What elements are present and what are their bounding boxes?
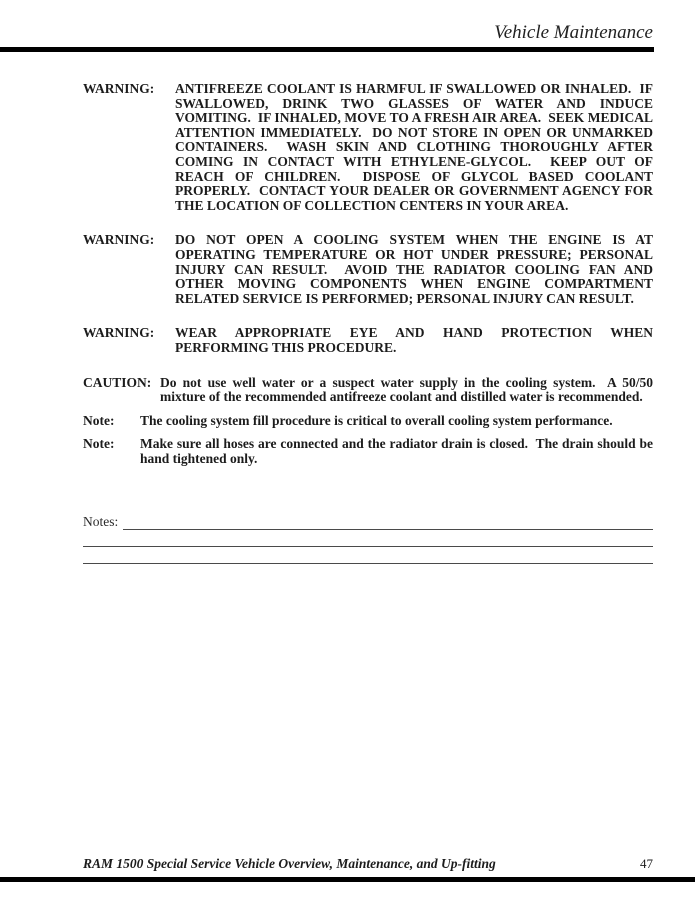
- caution-text: Do not use well water or a suspect water supply in the cooling system. A 50/50 mixture of the recommended antifreeze coolant and distilled water is recommended.: [160, 374, 657, 405]
- notes-ruled-line: [83, 530, 653, 547]
- warning-item: [83, 325, 657, 355]
- notes-label: Notes:: [83, 514, 119, 529]
- warning-text: WEAR APPROPRIATE EYE AND HAND PROTECTION WHEN PERFORMING THIS PROCEDURE.: [175, 325, 657, 355]
- notes-ruled-line: [123, 515, 653, 530]
- note-text: The cooling system fill procedure is critical to overall cooling system performance.: [140, 412, 613, 428]
- note-label: Note:: [83, 436, 115, 452]
- warning-item: [83, 232, 657, 306]
- page-number: 47: [640, 856, 653, 871]
- footer-rule: [0, 877, 695, 882]
- note-item: [83, 414, 653, 429]
- note-text: Make sure all hoses are connected and the radiator drain is closed. The drain should be hand tightened only.: [140, 436, 657, 466]
- warning-text: DO NOT OPEN A COOLING SYSTEM WHEN THE ENGINE IS AT OPERATING TEMPERATURE OR HOT UNDER PRESSURE; PERSONAL INJURY CAN RESULT. AVOID THE RADIATOR COOLING FAN AND OTHER MOVING COMPONENTS WHEN ENGINE COMPARTMENT RELATED SERVICE IS PERFORMED; PERSONAL INJURY CAN RESULT.: [175, 232, 657, 306]
- warning-label: WARNING:: [83, 232, 155, 248]
- warning-text: ANTIFREEZE COOLANT IS HARMFUL IF SWALLOWED OR INHALED. IF SWALLOWED, DRINK TWO GLASSES OF WATER AND INDUCE VOMITING. IF INHALED, MOVE TO A FRESH AIR AREA. SEEK MEDICAL ATTENTION IMMEDIATELY. DO NOT STORE IN OPEN OR UNMARKED CONTAINERS. WASH SKIN AND CLOTHING THOROUGHLY AFTER COMING IN CONTACT WITH ETHYLENE-GLYCOL. KEEP OUT OF REACH OF CHILDREN. DISPOSE OF GLYCOL BASED COOLANT PROPERLY. CONTACT YOUR DEALER OR GOVERNMENT AGENCY FOR THE LOCATION OF COLLECTION CENTERS IN YOUR AREA.: [175, 81, 657, 213]
- caution-item: [83, 374, 657, 405]
- page-content: [83, 81, 657, 466]
- warning-label: WARNING:: [83, 325, 155, 341]
- notes-ruled-line: [83, 547, 653, 564]
- page-title: Vehicle Maintenance: [494, 22, 653, 43]
- warning-item: [83, 81, 657, 213]
- note-item: [83, 436, 657, 466]
- warning-label: WARNING:: [83, 81, 155, 96]
- page-header: [0, 0, 695, 52]
- caution-label: CAUTION:: [83, 374, 152, 390]
- footer-document-title: RAM 1500 Special Service Vehicle Overview, Maintenance, and Up-fitting: [83, 856, 496, 871]
- notes-section: [83, 514, 653, 564]
- note-label: Note:: [83, 412, 115, 428]
- header-rule: [0, 47, 654, 52]
- page-footer: [0, 856, 695, 882]
